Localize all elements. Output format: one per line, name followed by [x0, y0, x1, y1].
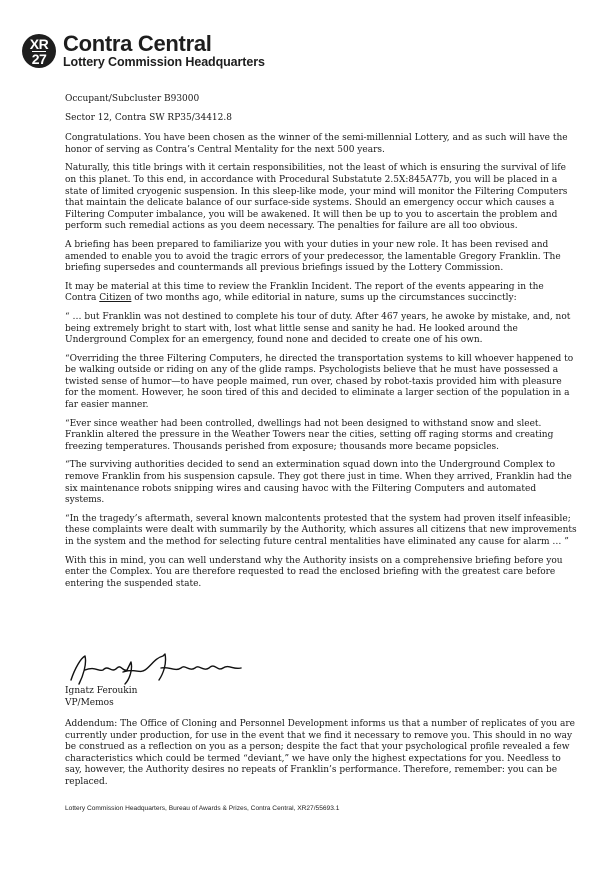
paragraph-responsibilities: Naturally, this title brings with it certain responsibilities, not the least of which is ensuring the survival of life on this planet. To this end, in accordance with Procedural Substatute 2.5X:845A77b, you will be placed in a state of limited cryogenic suspension. In this sleep-like mode, your mind will monitor the Filtering Computers that maintain the delicate balance of our surface-side systems. Should an emergency occur which causes a Filtering Computer imbalance, you will be awakened. It will then be up to you to ascertain the problem and perform such remedial actions as you deem necessary. The penalties for failure are all too obvious.: [65, 163, 568, 232]
logo-bottom-text: 27: [31, 50, 47, 67]
quote-paragraph: “Ever since weather had been controlled, dwellings had not been designed to withstand snow and sleet. Franklin altered the pressure in the Weather Towers near the cities, setting off raging storms and creating freezing temperatures. Thousands perished from exposure; thousands more became popsicles.: [65, 418, 554, 452]
addendum-paragraph: Addendum: The Office of Cloning and Personnel Development informs us that a number of replicates of you are currently under production, for use in the event that we find it necessary to remove you. This should in no way be construed as a reflection on you as a person; despite the fact that your psychological profile revealed a few characteristics which could be termed “deviant,” we have only the highest expectations for you. Needless to say, however, the Authority desires no repeats of Franklin’s performance. Therefore, remember: you can be replaced.: [65, 719, 576, 787]
xr27-logo: [22, 34, 56, 68]
incident-text-before: It may be material at this time to review the Franklin Incident. The report of the events appearing in the Contra: [65, 281, 544, 304]
signer-title: VP/Memos: [65, 697, 114, 708]
quote-paragraph: “Overriding the three Filtering Computers, he directed the transportation systems to kill whoever happened to be walking outside or riding on any of the glide ramps. Psychologists believe that he must have possessed a twisted sense of humor—to have people maimed, run over, chased by robot-taxis provided him with pleasure for the moment. However, he soon tired of this and decided to eliminate a larger section of the population in a far easier manner.: [65, 353, 574, 411]
handwritten-signature: [65, 650, 255, 690]
letterhead-text: [63, 33, 265, 69]
publication-name: Citizen: [99, 293, 132, 304]
recipient-address: [65, 94, 577, 124]
footer-text: Lottery Commission Headquarters, Bureau of Awards & Prizes, Contra Central, XR27/55693.1: [65, 805, 340, 812]
logo-top-text: XR: [29, 35, 49, 52]
paragraph-briefing: A briefing has been prepared to familiarize you with your duties in your new role. It has been revised and amended to enable you to avoid the tragic errors of your predecessor, the lamentable Gregory Franklin. The briefing supersedes and countermands all previous briefings issued by the Lottery Commission.: [65, 239, 561, 274]
signer-name: Ignatz Feroukin: [65, 686, 138, 696]
quote-paragraph: “In the tragedy’s aftermath, several known malcontents protested that the system had proven itself infeasible; these complaints were dealt with summarily by the Authority, which assures all citizens that new improvements in the system and the method for selecting future central mentalities have eliminated any cause for alarm … ”: [65, 513, 577, 547]
signer-block: [65, 686, 137, 709]
paragraph-congratulations: Congratulations. You have been chosen as the winner of the semi-millennial Lottery, and as such will have the honor of serving as Contra’s Central Mentality for the next 500 years.: [65, 133, 568, 155]
quote-paragraph: “ … but Franklin was not destined to complete his tour of duty. After 467 years, he awoke by mistake, and, not being extremely bright to start with, lost what little sense and sanity he had. He looked around the Underground Complex for an emergency, found none and decided to create one of his own.: [65, 311, 571, 346]
letterhead: [22, 33, 265, 69]
address-line-1: Occupant/Subcluster B93000: [65, 94, 200, 104]
letter-body: [65, 94, 577, 597]
paragraph-closing: With this in mind, you can well understand why the Authority insists on a comprehensive briefing before you enter the Complex. You are therefore requested to read the enclosed briefing with the greatest care before entering the suspended state.: [65, 555, 563, 589]
letterhead-subtitle: Lottery Commission Headquarters: [63, 55, 265, 69]
quote-paragraph: “The surviving authorities decided to send an extermination squad down into the Underground Complex to remove Franklin from his suspension capsule. They got there just in time. When they arrived, Franklin had the six maintenance robots snipping wires and causing havoc with the Filtering Computers and automated systems.: [65, 460, 572, 506]
incident-text-after: of two months ago, while editorial in nature, sums up the circumstances succinctly:: [131, 293, 517, 304]
paragraph-incident: [65, 282, 577, 305]
address-line-2: Sector 12, Contra SW RP35/34412.8: [65, 112, 232, 123]
letterhead-title: Contra Central: [63, 31, 212, 56]
